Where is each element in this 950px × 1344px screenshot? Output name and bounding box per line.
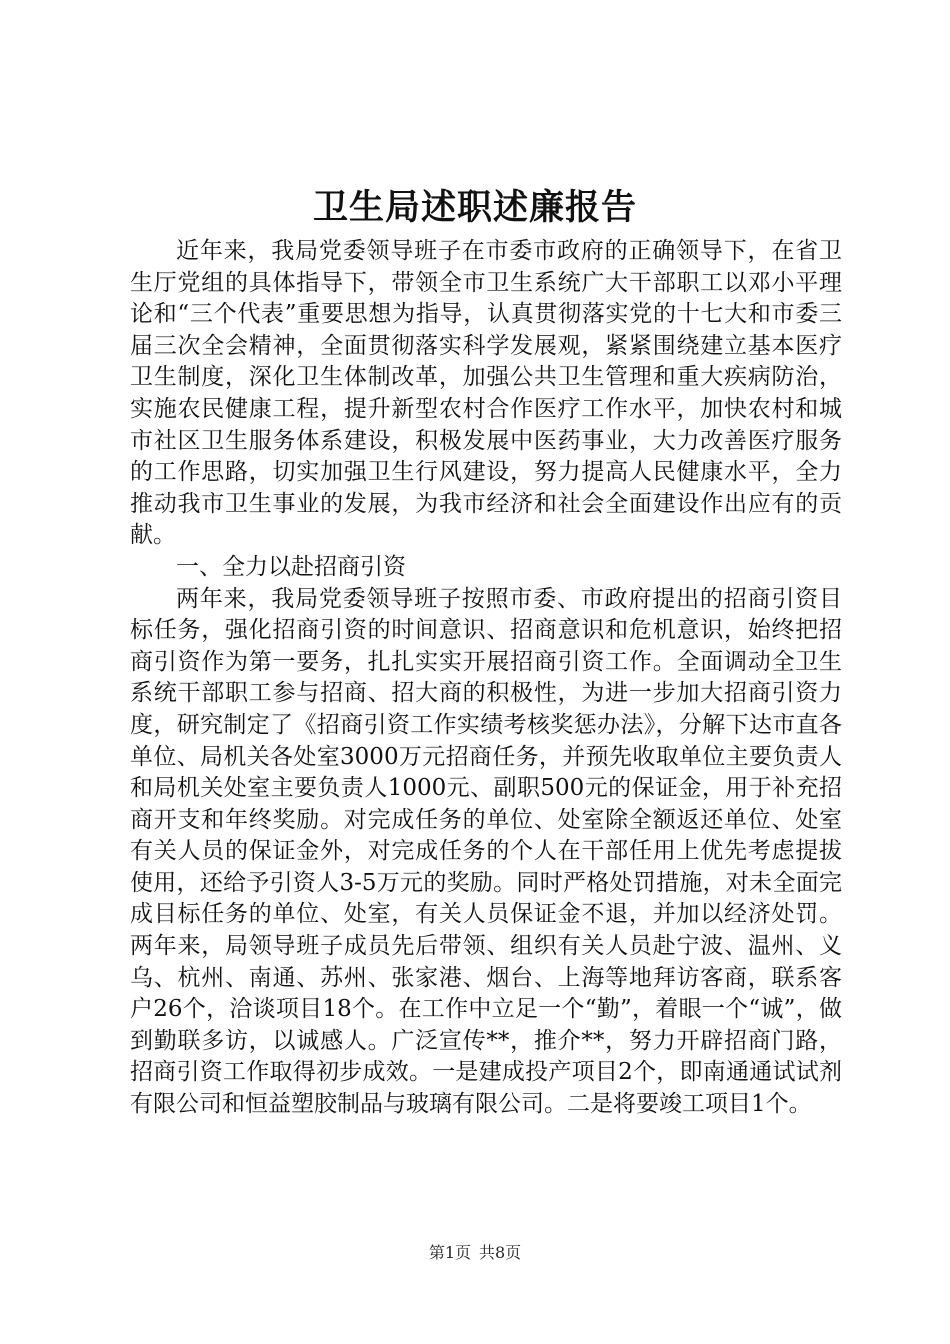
- page-number: 第1页: [428, 1243, 471, 1262]
- intro-paragraph: 近年来，我局党委领导班子在市委市政府的正确领导下，在省卫生厅党组的具体指导下，带领全市卫生系统广大干部职工以邓小平理论和“三个代表”重要思想为指导，认真贯彻落实党的十七大和市委三届三次全会精神，全面贯彻落实科学发展观，紧紧围绕建立基本医疗卫生制度，深化卫生体制改革，加强公共卫生管理和重大疾病防治，实施农民健康工程，提升新型农村合作医疗工作水平，加快农村和城市社区卫生服务体系建设，积极发展中医药事业，大力改善医疗服务的工作思路，切实加强卫生行风建设，努力提高人民健康水平，全力推动我市卫生事业的发展，为我市经济和社会全面建设作出应有的贡献。: [130, 238, 842, 549]
- document-body: [130, 236, 842, 1121]
- page-footer: [0, 1243, 950, 1263]
- document-title: 卫生局述职述廉报告: [312, 187, 637, 228]
- section-heading: 一、全力以赴招商引资: [176, 553, 406, 580]
- section-paragraph: 两年来，我局党委领导班子按照市委、市政府提出的招商引资目标任务，强化招商引资的时间意识、招商意识和危机意识，始终把招商引资作为第一要务，扎扎实实开展招商引资工作。全面调动全卫生系统干部职工参与招商、招大商的积极性，为进一步加大招商引资力度，研究制定了《招商引资工作实绩考核奖惩办法》，分解下达市直各单位、局机关各处室3000万元招商任务，并预先收取单位主要负责人和局机关处室主要负责人1000元、副职500元的保证金，用于补充招商开支和年终奖励。对完成任务的单位、处室除全额返还单位、处室有关人员的保证金外，对完成任务的个人在干部任用上优先考虑提拔使用，还给予引资人3-5万元的奖励。同时严格处罚措施，对未全面完成目标任务的单位、处室，有关人员保证金不退，并加以经济处罚。两年来，局领导班子成员先后带领、组织有关人员赴宁波、温州、义乌、杭州、南通、苏州、张家港、烟台、上海等地拜访客商，联系客户26个，洽谈项目18个。在工作中立足一个“勤”，着眼一个“诚”，做到勤联多访，以诚感人。广泛宣传**，推介**，努力开辟招商门路，招商引资工作取得初步成效。一是建成投产项目2个，即南通通试试剂有限公司和恒益塑胶制品与玻璃有限公司。二是将要竣工项目1个。: [130, 585, 842, 1118]
- page-total: 共8页: [479, 1243, 522, 1262]
